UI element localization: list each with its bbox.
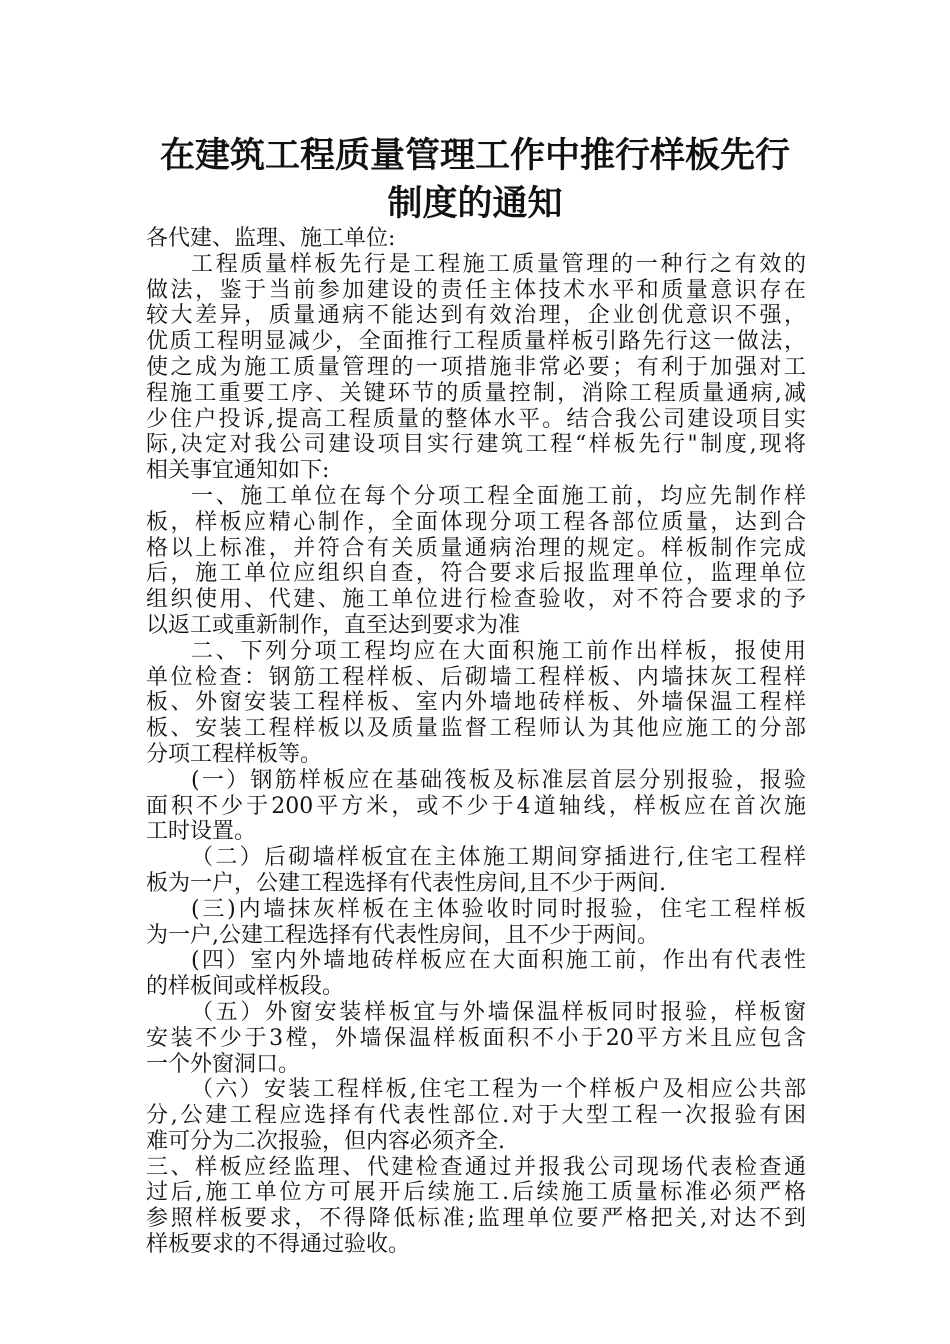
body-line: 难可分为二次报验，但内容必须齐全. <box>146 1128 505 1154</box>
document-title-line-1: 在建筑工程质量管理工作中推行样板先行 <box>159 136 790 176</box>
body-line: （二）后砌墙样板宜在主体施工期间穿插进行,住宅工程样 <box>191 845 806 871</box>
body-line: 板为一户，公建工程选择有代表性房间,且不少于两间. <box>146 870 666 896</box>
body-line: 程施工重要工序、关键环节的质量控制，消除工程质量通病,减 <box>146 380 806 406</box>
body-line: 格以上标准，并符合有关质量通病治理的规定。样板制作完成 <box>146 535 806 561</box>
body-line: 三、样板应经监理、代建检查通过并报我公司现场代表检查通 <box>146 1154 806 1180</box>
body-line: 分项工程样板等。 <box>146 741 323 767</box>
body-line: 少住户投诉,提高工程质量的整体水平。结合我公司建设项目实 <box>146 406 806 432</box>
body-line: 际,决定对我公司建设项目实行建筑工程“样板先行"制度,现将 <box>146 432 806 458</box>
body-line: 后，施工单位应组织自查，符合要求后报监理单位，监理单位 <box>146 561 806 587</box>
body-line: 以返工或重新制作，直至达到要求为准 <box>146 612 521 638</box>
body-line: 参照样板要求，不得降低标准;监理单位要严格把关,对达不到 <box>146 1206 806 1232</box>
body-line: 一个外窗洞口。 <box>146 1051 301 1077</box>
body-line: 较大差异，质量通病不能达到有效治理，企业创优意识不强， <box>146 303 806 329</box>
body-line: 样板要求的不得通过验收。 <box>146 1232 411 1258</box>
body-line: 单位检查：钢筋工程样板、后砌墙工程样板、内墙抹灰工程样 <box>146 664 806 690</box>
body-line: 工程质量样板先行是工程施工质量管理的一种行之有效的 <box>191 251 806 277</box>
body-line: 一、施工单位在每个分项工程全面施工前，均应先制作样 <box>191 483 806 509</box>
body-line: 的样板间或样板段。 <box>146 974 345 1000</box>
body-line: 安装不少于3樘，外墙保温样板面积不小于20平方米且应包含 <box>146 1025 806 1051</box>
document-title-line-2: 制度的通知 <box>387 184 563 224</box>
body-line: 相关事宜通知如下: <box>146 458 330 484</box>
body-line: 各代建、监理、施工单位: <box>146 226 396 251</box>
body-line: 分,公建工程应选择有代表性部位.对于大型工程一次报验有困 <box>146 1103 806 1129</box>
body-line: 板、外窗安装工程样板、室内外墙地砖样板、外墙保温工程样 <box>146 690 806 716</box>
body-line: (四）室内外墙地砖样板应在大面积施工前，作出有代表性 <box>191 948 806 974</box>
document-body <box>146 226 806 1258</box>
body-line: (三)内墙抹灰样板在主体验收时同时报验，住宅工程样板 <box>191 896 806 922</box>
body-line: 板，样板应精心制作，全面体现分项工程各部位质量，达到合 <box>146 509 806 535</box>
body-line: 板、安装工程样板以及质量监督工程师认为其他应施工的分部 <box>146 716 806 742</box>
body-line: (一）钢筋样板应在基础筏板及标准层首层分别报验，报验 <box>191 767 806 793</box>
body-line: 面积不少于200平方米，或不少于4道轴线，样板应在首次施 <box>146 793 806 819</box>
body-line: （六）安装工程样板,住宅工程为一个样板户及相应公共部 <box>191 1077 806 1103</box>
body-line: 组织使用、代建、施工单位进行检查验收，对不符合要求的予 <box>146 587 806 613</box>
body-line: 使之成为施工质量管理的一项措施非常必要；有利于加强对工 <box>146 354 806 380</box>
body-line: （五）外窗安装样板宜与外墙保温样板同时报验，样板窗 <box>191 999 806 1025</box>
body-line: 过后,施工单位方可展开后续施工.后续施工质量标准必须严格 <box>146 1180 806 1206</box>
body-line: 优质工程明显减少，全面推行工程质量样板引路先行这一做法， <box>146 329 806 355</box>
body-line: 工时设置。 <box>146 819 257 845</box>
body-line: 做法，鉴于当前参加建设的责任主体技术水平和质量意识存在 <box>146 277 806 303</box>
body-line: 为一户,公建工程选择有代表性房间，且不少于两间。 <box>146 922 659 948</box>
body-line: 二、下列分项工程均应在大面积施工前作出样板，报使用 <box>191 638 806 664</box>
